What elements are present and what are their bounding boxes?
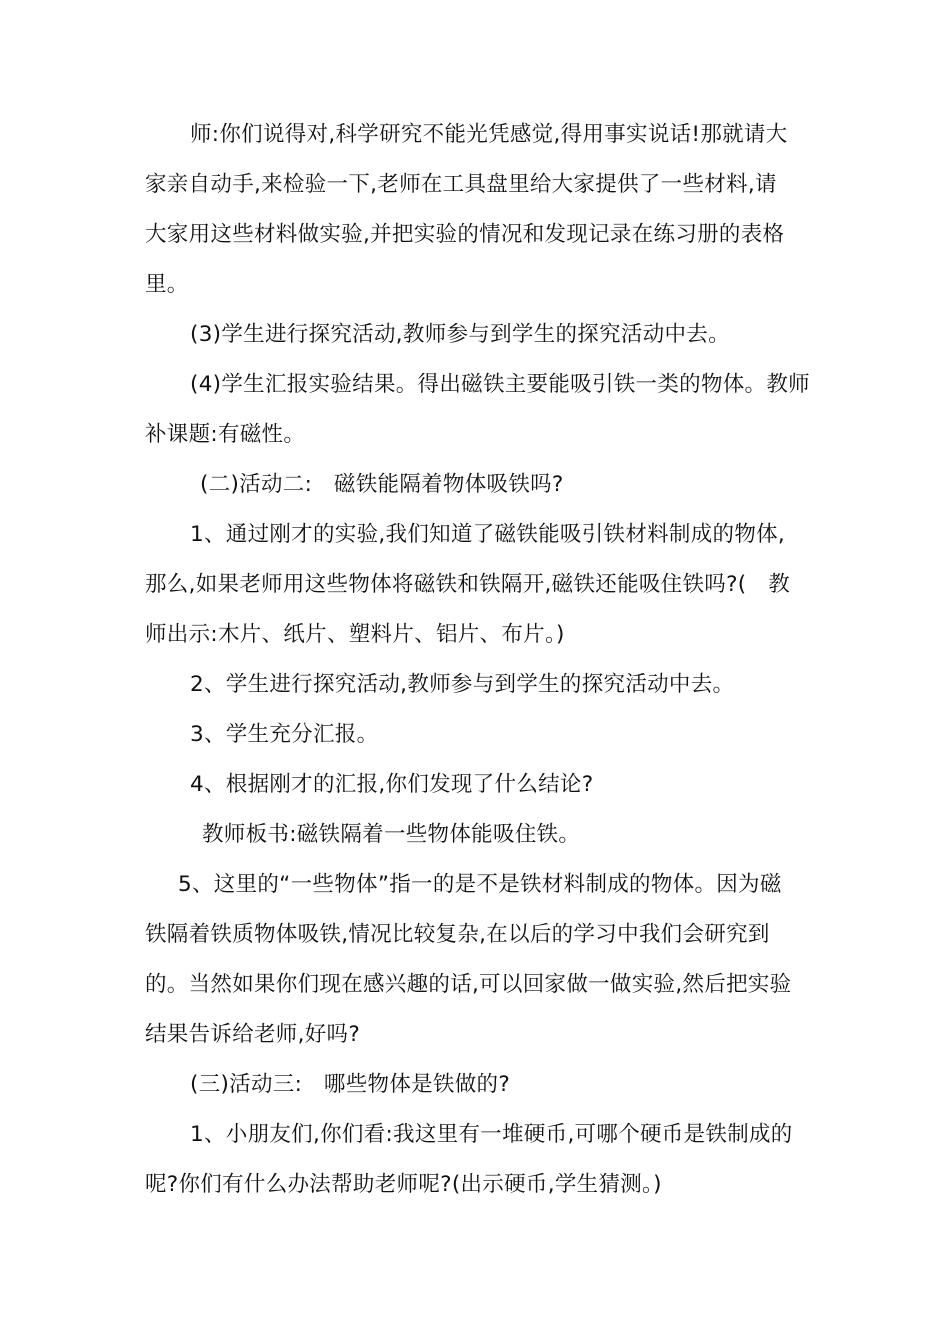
paragraph-line: 大家用这些材料做实验,并把实验的情况和发现记录在练习册的表格 — [145, 222, 785, 247]
paragraph-line: 结果告诉给老师,好吗? — [145, 1022, 361, 1047]
paragraph-line: 里。 — [145, 272, 189, 297]
paragraph-line: 补课题:有磁性。 — [145, 422, 306, 447]
paragraph-line: 1、通过刚才的实验,我们知道了磁铁能吸引铁材料制成的物体, — [190, 522, 786, 547]
paragraph-line: 师出示:木片、纸片、塑料片、铝片、布片。) — [145, 622, 565, 647]
section-heading: (三)活动三: 哪些物体是铁做的? — [190, 1072, 511, 1097]
paragraph-line: 师:你们说得对,科学研究不能光凭感觉,得用事实说话!那就请大 — [190, 122, 788, 147]
paragraph-line: 5、这里的“一些物体”指一的是不是铁材料制成的物体。因为磁 — [178, 872, 782, 897]
paragraph-line: 1、小朋友们,你们看:我这里有一堆硬币,可哪个硬币是铁制成的 — [190, 1122, 793, 1147]
section-heading: (二)活动二: 磁铁能隔着物体吸铁吗? — [200, 472, 564, 497]
paragraph-line: 家亲自动手,来检验一下,老师在工具盘里给大家提供了一些材料,请 — [145, 172, 777, 197]
paragraph-line: 那么,如果老师用这些物体将磁铁和铁隔开,磁铁还能吸住铁吗?( 教 — [145, 572, 791, 597]
paragraph-line: 的。当然如果你们现在感兴趣的话,可以回家做一做实验,然后把实验 — [145, 972, 792, 997]
paragraph-line: 3、学生充分汇报。 — [190, 722, 379, 747]
paragraph-line: 教师板书:磁铁隔着一些物体能吸住铁。 — [202, 822, 581, 847]
paragraph-line: 4、根据刚才的汇报,你们发现了什么结论? — [190, 772, 594, 797]
paragraph-line: (4)学生汇报实验结果。得出磁铁主要能吸引铁一类的物体。教师 — [190, 372, 810, 397]
paragraph-line: 铁隔着铁质物体吸铁,情况比较复杂,在以后的学习中我们会研究到 — [145, 922, 770, 947]
paragraph-line: 2、学生进行探究活动,教师参与到学生的探究活动中去。 — [190, 672, 735, 697]
paragraph-line: (3)学生进行探究活动,教师参与到学生的探究活动中去。 — [190, 322, 730, 347]
paragraph-line: 呢?你们有什么办法帮助老师呢?(出示硬币,学生猜测。) — [145, 1172, 662, 1197]
